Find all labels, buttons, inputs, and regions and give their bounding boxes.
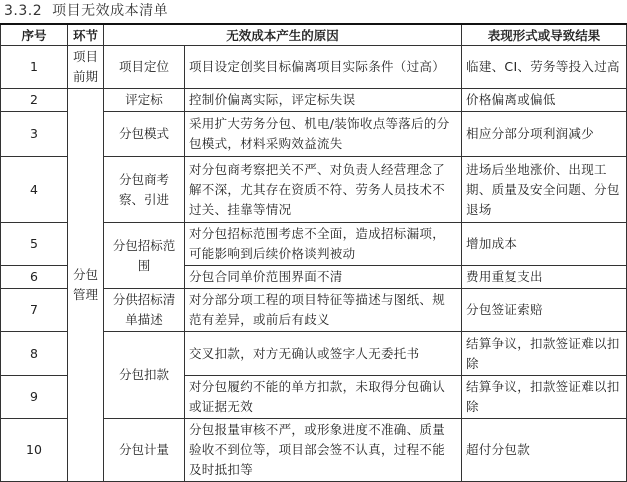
reason-cell: 项目设定创奖目标偏离项目实际条件（过高） xyxy=(185,46,462,89)
sub-stage-cell: 分包计量 xyxy=(104,419,185,482)
result-cell: 临建、CI、劳务等投入过高 xyxy=(462,46,627,89)
stage-cell: 分包管理 xyxy=(68,89,104,482)
row-number: 4 xyxy=(1,157,68,223)
reason-cell: 交叉扣款，对方无确认或签字人无委托书 xyxy=(185,332,462,376)
reason-cell: 分包合同单价范围界面不清 xyxy=(185,266,462,289)
result-cell: 价格偏离或偏低 xyxy=(462,89,627,112)
row-number: 7 xyxy=(1,289,68,332)
result-cell: 分包签证索赔 xyxy=(462,289,627,332)
result-cell: 结算争议，扣款签证难以扣除 xyxy=(462,376,627,419)
row-number: 5 xyxy=(1,223,68,266)
stage-cell: 项目前期 xyxy=(68,46,104,89)
invalid-cost-table xyxy=(0,23,627,482)
section-number: 3.3.2 xyxy=(4,3,43,19)
table-row xyxy=(1,89,627,112)
row-number: 6 xyxy=(1,266,68,289)
sub-stage-cell: 分包招标范围 xyxy=(104,223,185,289)
header-cause: 无效成本产生的原因 xyxy=(104,24,462,46)
row-number: 9 xyxy=(1,376,68,419)
row-number: 3 xyxy=(1,112,68,157)
row-number: 2 xyxy=(1,89,68,112)
table-header-row xyxy=(1,24,627,46)
sub-stage-cell: 分包商考察、引进 xyxy=(104,157,185,223)
section-title-text: 项目无效成本清单 xyxy=(52,3,169,19)
result-cell: 增加成本 xyxy=(462,223,627,266)
sub-stage-cell: 分供招标清单描述 xyxy=(104,289,185,332)
reason-cell: 对分包履约不能的单方扣款，未取得分包确认或证据无效 xyxy=(185,376,462,419)
reason-cell: 采用扩大劳务分包、机电/装饰收点等落后的分包模式，材料采购效益流失 xyxy=(185,112,462,157)
reason-cell: 分包报量审核不严，或形象进度不准确、质量验收不到位等，项目部会签不认真，过程不能及时抵扣等 xyxy=(185,419,462,482)
result-cell: 超付分包款 xyxy=(462,419,627,482)
sub-stage-cell: 分包扣款 xyxy=(104,332,185,419)
sub-stage-cell: 项目定位 xyxy=(104,46,185,89)
reason-cell: 对分包商考察把关不严、对负责人经营理念了解不深，尤其存在资质不符、劳务人员技术不过关、挂靠等情况 xyxy=(185,157,462,223)
reason-cell: 对分部分项工程的项目特征等描述与图纸、规范有差异，或前后有歧义 xyxy=(185,289,462,332)
sub-stage-cell: 分包模式 xyxy=(104,112,185,157)
result-cell: 结算争议，扣款签证难以扣除 xyxy=(462,332,627,376)
result-cell: 相应分部分项利润减少 xyxy=(462,112,627,157)
header-seq: 序号 xyxy=(1,24,68,46)
reason-cell: 对分包招标范围考虑不全面，造成招标漏项，可能影响到后续价格谈判被动 xyxy=(185,223,462,266)
reason-cell: 控制价偏离实际，评定标失误 xyxy=(185,89,462,112)
result-cell: 费用重复支出 xyxy=(462,266,627,289)
header-result: 表现形式或导致结果 xyxy=(462,24,627,46)
sub-stage-cell: 评定标 xyxy=(104,89,185,112)
result-cell: 进场后坐地涨价、出现工期、质量及安全问题、分包退场 xyxy=(462,157,627,223)
table-row xyxy=(1,46,627,89)
section-heading xyxy=(4,0,168,22)
row-number: 1 xyxy=(1,46,68,89)
row-number: 10 xyxy=(1,419,68,482)
header-stage: 环节 xyxy=(68,24,104,46)
row-number: 8 xyxy=(1,332,68,376)
